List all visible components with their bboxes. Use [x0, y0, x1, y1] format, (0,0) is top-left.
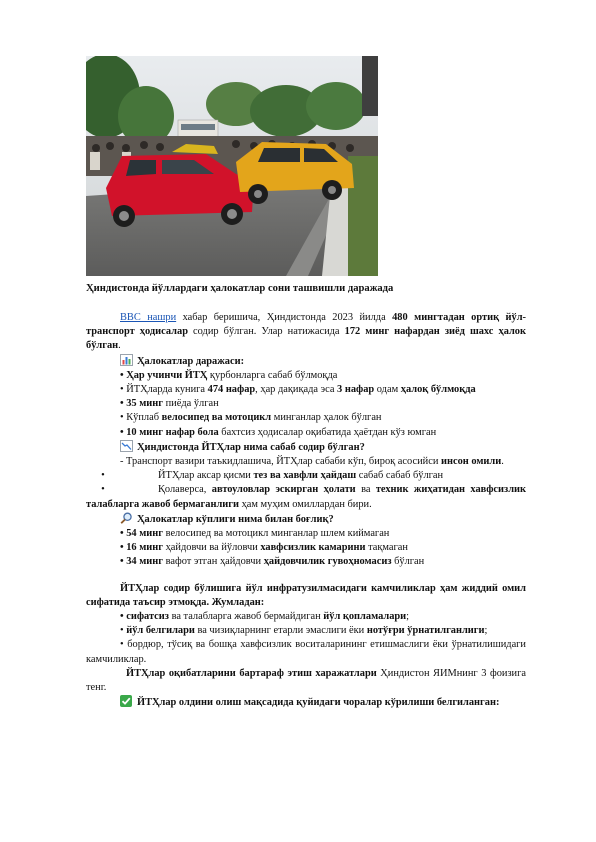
list-item: • Кўплаб велосипед ва мотоцикл минганлар ҳалок бўлган [120, 412, 382, 424]
list-item: • сифатсиз ва талабларга жавоб бермайдиган йўл қопламалари; [120, 611, 410, 623]
bbc-link[interactable]: BBC нашри [120, 312, 177, 323]
accident-scene-illustration [86, 56, 378, 276]
cost-paragraph: ЙТҲлар оқибатларини бартараф этиш харажатлари Ҳиндистон ЯИМнинг 3 фоизига тенг. [86, 667, 526, 694]
bullet-marker: • [101, 484, 105, 496]
infrastructure-paragraph: ЙТҲлар содир бўлишига йўл инфратузилмасидаги камчиликлар ҳам жиддий омил сифатида таъсир этмоқда. Жумладан: [86, 582, 526, 608]
list-item: • ЙТҲлар аксар қисми тез ва хавфли ҳайдаш сабаб сабаб бўлган [86, 469, 526, 483]
list-item: • 34 минг вафот этган ҳайдовчи ҳайдовчилик гувоҳномасиз бўлган [120, 556, 425, 568]
causes-paragraph: - Транспорт вазири таъкидлашича, ЙТҲлар сабаби кўп, бироқ асосийси инсон омили. [120, 456, 504, 468]
bar-chart-icon [120, 354, 133, 366]
magnifier-icon [120, 512, 133, 524]
section-heading-factors: Ҳалокатлар кўплиги нима билан боғлиқ? [86, 512, 526, 527]
section-heading-severity: Ҳалокатлар даражаси: [86, 354, 526, 369]
article-body [86, 311, 526, 710]
list-item: • Қолаверса, автоуловлар эскирган ҳолати ва техник жиҳатидан хавфсизлик талабларга жавоб бермаганлиги ҳам муҳим омиллардан бири. [86, 484, 526, 510]
bullet-marker: • [101, 470, 105, 482]
photo-caption: Ҳиндистонда йўллардаги ҳалокатлар сони ташвишли даражада [86, 283, 394, 294]
list-item: • бордюр, тўсиқ ва бошқа хавфсизлик воситаларининг етишмаслиги ёки ўрнатилишидаги камчиликлар. [86, 639, 526, 665]
section-heading-measures: ЙТҲлар олдини олиш мақсадида қуйидаги чоралар кўрилиши белгиланган: [86, 695, 526, 710]
list-item: • йўл белгилари ва чизиқларнинг етарли эмаслиги ёки нотўғри ўрнатилганлиги; [120, 625, 488, 637]
accident-photo [86, 56, 378, 276]
list-item: • 35 минг пиёда ўлган [120, 398, 219, 410]
list-item: • 16 минг ҳайдовчи ва йўловчи хавфсизлик камарини тақмаган [120, 542, 408, 554]
list-item: • 54 минг велосипед ва мотоцикл минганлар шлем киймаган [120, 528, 390, 540]
list-item: • ЙТҲларда кунига 474 нафар, ҳар дақиқада эса 3 нафар одам ҳалоқ бўлмоқда [120, 384, 476, 396]
section-heading-causes: Ҳиндистонда ЙТҲлар нима сабаб содир бўлган? [86, 440, 526, 455]
list-item: • Ҳар учинчи ЙТҲ қурбонларга сабаб бўлмоқда [120, 369, 338, 381]
intro-paragraph: BBC нашри хабар беришича, Ҳиндистонда 2023 йилда 480 мингтадан ортиқ йўл-транспорт ҳодисалар содир бўлган. Улар натижасида 172 минг нафардан зиёд шахс ҳалок бўлган. [86, 312, 526, 352]
chart-down-icon [120, 440, 133, 452]
list-item: • 10 минг нафар бола бахтсиз ҳодисалар оқибатида ҳаётдан кўз юмган [120, 426, 437, 438]
check-mark-icon [120, 695, 133, 707]
